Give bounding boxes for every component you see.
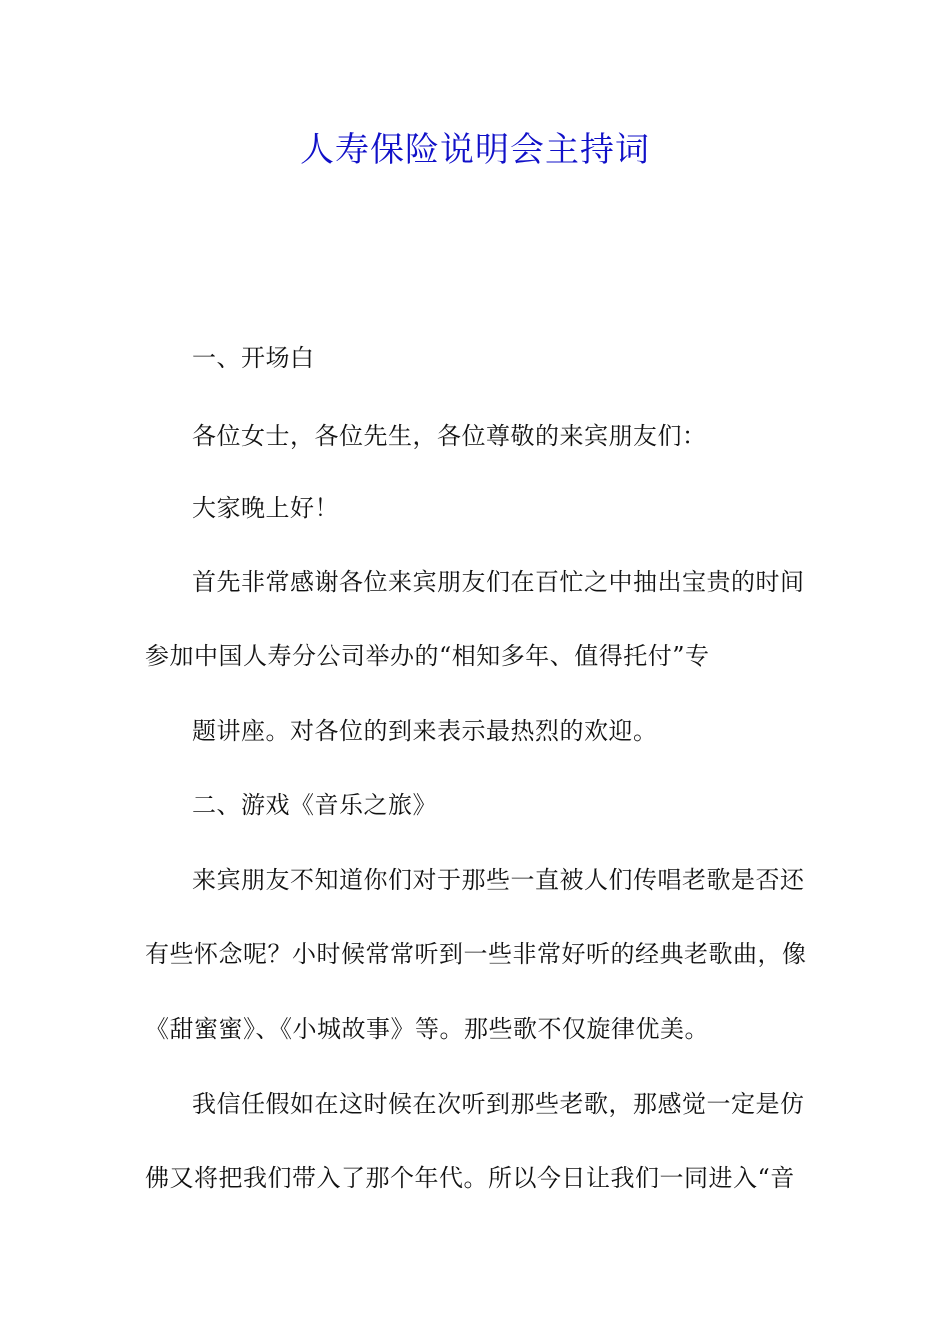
paragraph-line: 参加中国人寿分公司举办的“相知多年、值得托付”专 xyxy=(145,642,710,670)
paragraph-line: 来宾朋友不知道你们对于那些一直被人们传唱老歌是否还 xyxy=(192,866,805,894)
paragraph-line: 首先非常感谢各位来宾朋友们在百忙之中抽出宝贵的时间 xyxy=(192,568,805,596)
section-heading-game: 二、游戏《音乐之旅》 xyxy=(192,791,437,819)
paragraph-line: 各位女士，各位先生，各位尊敬的来宾朋友们： xyxy=(192,422,707,450)
paragraph-line: 有些怀念呢？小时候常常听到一些非常好听的经典老歌曲，像 xyxy=(145,940,807,968)
paragraph-line: 《甜蜜蜜》、《小城故事》等。那些歌不仅旋律优美。 xyxy=(145,1015,709,1043)
paragraph-line: 我信任假如在这时候在次听到那些老歌，那感觉一定是仿 xyxy=(192,1090,805,1118)
paragraph-line: 佛又将把我们带入了那个年代。所以今日让我们一同进入“音 xyxy=(145,1164,795,1192)
paragraph-line: 大家晚上好！ xyxy=(192,494,339,522)
section-heading-opening: 一、开场白 xyxy=(192,344,315,372)
paragraph-line: 题讲座。对各位的到来表示最热烈的欢迎。 xyxy=(192,717,658,745)
document-title: 人寿保险说明会主持词 xyxy=(300,130,650,170)
